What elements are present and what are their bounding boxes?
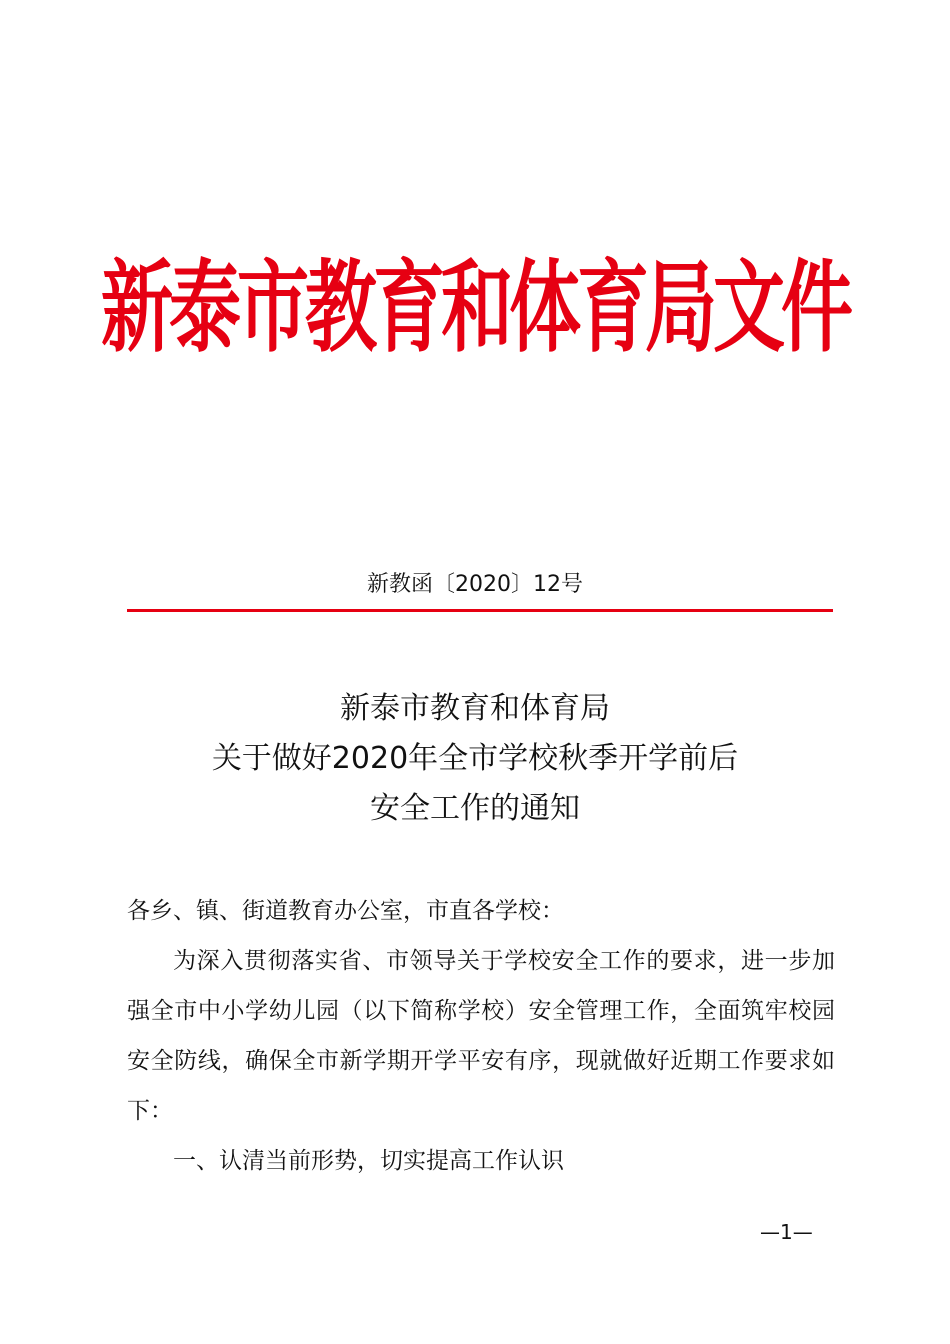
salutation: 各乡、镇、街道教育办公室，市直各学校：: [127, 898, 564, 924]
title-line-3: 安全工作的通知: [370, 791, 580, 826]
title-line-2: 关于做好2020年全市学校秋季开学前后: [211, 741, 739, 776]
title-line-1: 新泰市教育和体育局: [340, 691, 610, 726]
agency-document-header: 新泰市教育和体育局文件: [100, 249, 849, 366]
section-heading: 一、认清当前形势，切实提高工作认识: [173, 1148, 564, 1174]
document-body: [127, 886, 835, 1186]
page-number: —1—: [760, 1220, 813, 1244]
document-number: 新教函〔2020〕12号: [367, 572, 583, 597]
body-paragraph: 为深入贯彻落实省、市领导关于学校安全工作的要求，进一步加强全市中小学幼儿园（以下简称学校）安全管理工作，全面筑牢校园安全防线，确保全市新学期开学平安有序，现就做好近期工作要求如下：: [127, 948, 835, 1124]
red-divider-line: [127, 609, 833, 612]
notice-title: [0, 684, 950, 834]
